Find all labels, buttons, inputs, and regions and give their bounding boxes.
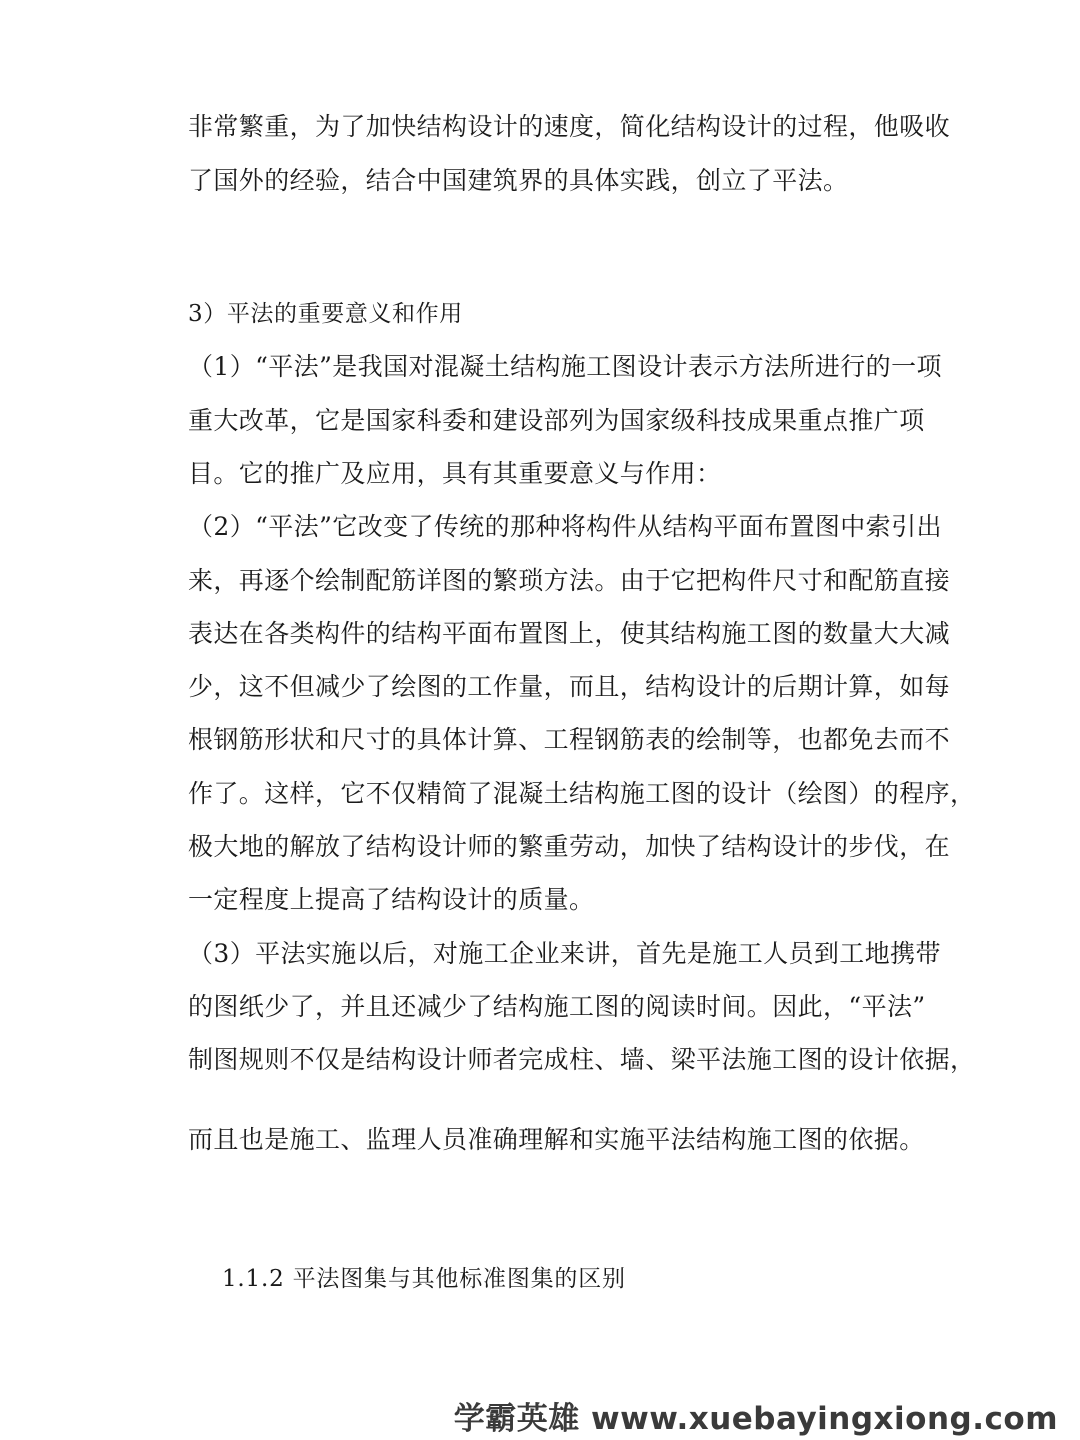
body-text-line: （3）平法实施以后，对施工企业来讲，首先是施工人员到工地携带 xyxy=(188,939,941,968)
body-text-line: 了国外的经验，结合中国建筑界的具体实践，创立了平法。 xyxy=(188,166,849,195)
body-text-line: 来，再逐个绘制配筋详图的繁琐方法。由于它把构件尺寸和配筋直接 xyxy=(188,566,951,595)
body-text-line: 非常繁重，为了加快结构设计的速度，简化结构设计的过程，他吸收 xyxy=(188,112,951,141)
body-text-line: 而且也是施工、监理人员准确理解和实施平法结构施工图的依据。 xyxy=(188,1125,925,1154)
body-text-line: （2）“平法”它改变了传统的那种将构件从结构平面布置图中索引出 xyxy=(188,512,942,541)
body-text-line: 表达在各类构件的结构平面布置图上，使其结构施工图的数量大大减 xyxy=(188,619,951,648)
body-text-line: 根钢筋形状和尺寸的具体计算、工程钢筋表的绘制等，也都免去而不 xyxy=(188,725,951,754)
body-text-line: 一定程度上提高了结构设计的质量。 xyxy=(188,885,595,914)
body-text-line: 的图纸少了，并且还减少了结构施工图的阅读时间。因此，“平法” xyxy=(188,992,926,1021)
body-text-line: 重大改革，它是国家科委和建设部列为国家级科技成果重点推广项 xyxy=(188,406,925,435)
watermark: 学霸英雄 www.xuebayingxiong.com xyxy=(453,1401,1058,1437)
body-text-line: 作了。这样，它不仅精简了混凝土结构施工图的设计（绘图）的程序， xyxy=(188,779,976,808)
body-text-line: 极大地的解放了结构设计师的繁重劳动，加快了结构设计的步伐，在 xyxy=(188,832,951,861)
section-heading: 3）平法的重要意义和作用 xyxy=(188,301,463,327)
body-text-line: 少，这不但减少了绘图的工作量，而且，结构设计的后期计算，如每 xyxy=(188,672,951,701)
body-text-line: 制图规则不仅是结构设计师者完成柱、墙、梁平法施工图的设计依据， xyxy=(188,1045,976,1074)
body-text-line: （1）“平法”是我国对混凝土结构施工图设计表示方法所进行的一项 xyxy=(188,352,942,381)
body-text-line: 目。它的推广及应用，具有其重要意义与作用： xyxy=(188,459,722,488)
subsection-heading: 1.1.2 平法图集与其他标准图集的区别 xyxy=(222,1266,626,1292)
